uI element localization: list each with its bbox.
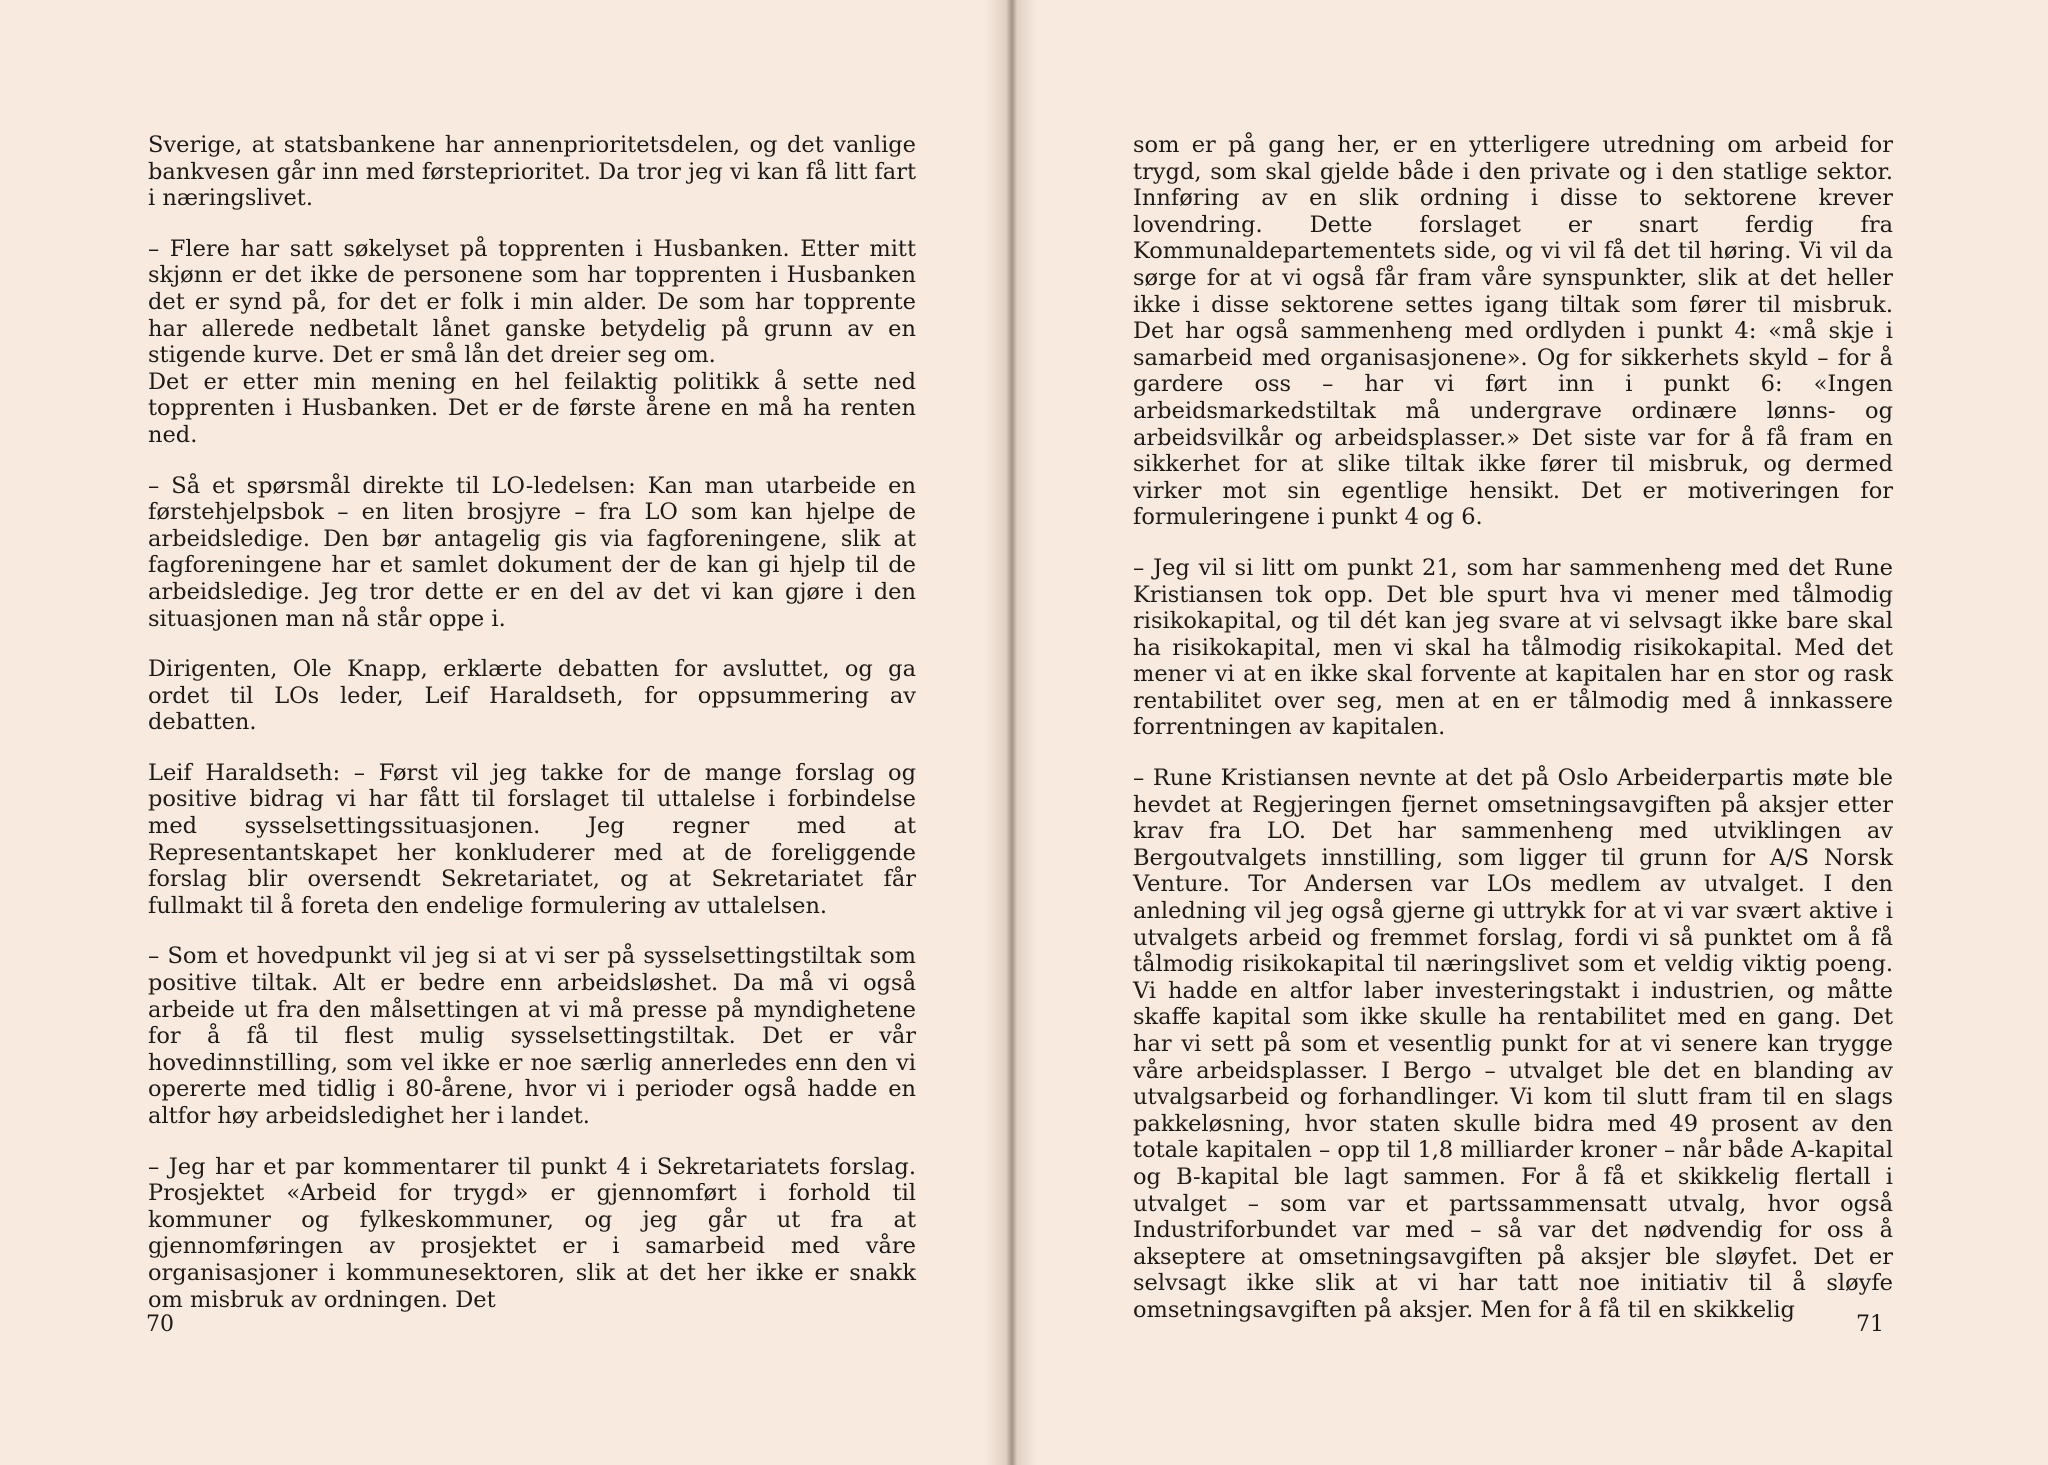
paragraph: – Jeg vil si litt om punkt 21, som har sammenheng med det Rune Kristiansen tok opp. Det ble spurt hva vi mener med tålmodig risikokapital, og til dét kan jeg svare at vi selvsagt ikke bare skal ha risikokapital, men vi skal ha tålmodig risikokapital. Med det mener vi at en ikke skal forvente at kapitalen har en stor og rask rentabilitet over seg, men at en er tålmodig med å innkassere forrentningen av kapitalen. bbox=[1133, 554, 1893, 741]
book-gutter bbox=[985, 0, 1037, 1465]
paragraph: – Så et spørsmål direkte til LO-ledelsen: Kan man utarbeide en førstehjelpsbok – en liten brosjyre – fra LO som kan hjelpe de arbeidsledige. Den bør antagelig gis via fagforeningene, slik at fagforeningene har et samlet dokument der de kan gi hjelp til de arbeidsledige. Jeg tror dette er en del av det vi kan gjøre i den situasjonen man nå står oppe i. bbox=[148, 472, 916, 632]
left-page-text bbox=[148, 132, 916, 1313]
paragraph: – Rune Kristiansen nevnte at det på Oslo Arbeiderpartis møte ble hevdet at Regjeringen fjernet omsetningsavgiften på aksjer etter krav fra LO. Det har sammenheng med utviklingen av Bergoutvalgets innstilling, som ligger til grunn for A/S Norsk Venture. Tor Andersen var LOs medlem av utvalget. I den anledning vil jeg også gjerne gi uttrykk for at vi var svært aktive i utvalgets arbeid og fremmet forslag, fordi vi så punktet om å få tålmodig risikokapital til næringslivet som et veldig viktig poeng. Vi hadde en altfor laber investeringstakt i industrien, og måtte skaffe kapital som ikke skulle ha rentabilitet med en gang. Det har vi sett på som et vesentlig punkt for at vi senere kan trygge våre arbeidsplasser. I Bergo – utvalget ble det en blanding av utvalgsarbeid og forhandlinger. Vi kom til slutt fram til en slags pakkeløsning, hvor staten skulle bidra med 49 prosent av den totale kapitalen – opp til 1,8 milliarder kroner – når både A-kapital og B-kapital ble lagt sammen. For å få et skikkelig flertall i utvalget – som var et partssammensatt utvalg, hvor også Industriforbundet var med – så var det nødvendig for oss å akseptere at omsetningsavgiften på aksjer ble sløyfet. Det er selvsagt ikke slik at vi har tatt noe initiativ til å sløyfe omsetningsavgiften på aksjer. Men for å få til en skikkelig bbox=[1133, 765, 1894, 1323]
right-page bbox=[1010, 0, 2048, 1465]
paragraph: Det er etter min mening en hel feilaktig politikk å sette ned topprenten i Husbanken. Det er de første årene en må ha renten ned. bbox=[148, 368, 916, 448]
page-number: 70 bbox=[146, 1312, 174, 1337]
paragraph: – Jeg har et par kommentarer til punkt 4 i Sekretariatets forslag. Prosjektet «Arbeid for trygd» er gjennomført i forhold til kommuner og fylkeskommuner, og jeg går ut fra at gjennomføringen av prosjektet er i samarbeid med våre organisasjoner i kommunesektoren, slik at det her ikke er snakk om misbruk av ordningen. Det bbox=[148, 1153, 916, 1313]
paragraph: – Som et hovedpunkt vil jeg si at vi ser på sysselsettingstiltak som positive tiltak. Alt er bedre enn arbeidsløshet. Da må vi også arbeide ut fra den målsettingen at vi må presse på myndighetene for å få til flest mulig sysselsettingstiltak. Det er vår hovedinnstilling, som vel ikke er noe særlig annerledes enn den vi opererte med tidlig i 80-årene, hvor vi i perioder også hadde en altfor høy arbeidsledighet her i landet. bbox=[148, 943, 916, 1129]
paragraph: som er på gang her, er en ytterligere utredning om arbeid for trygd, som skal gjelde både i den private og i den statlige sektor. Innføring av en slik ordning i disse to sektorene krever lovendring. Dette forslaget er snart ferdig fra Kommunaldepartementets side, og vi vil få det til høring. Vi vil da sørge for at vi også får fram våre synspunkter, slik at det heller ikke i disse sektorene settes igang tiltak som fører til misbruk. Det har også sammenheng med ordlyden i punkt 4: «må skje i samarbeid med organisasjonene». Og for sikkerhets skyld – for å gardere oss – har vi ført inn i punkt 6: «Ingen arbeidsmarkedstiltak må undergrave ordinære lønns- og arbeidsvilkår og arbeidsplasser.» Det siste var for å få fram en sikkerhet for at slike tiltak ikke fører til misbruk, og dermed virker mot sin egentlige hensikt. Det er motiveringen for formuleringene i punkt 4 og 6. bbox=[1133, 132, 1893, 531]
page-number: 71 bbox=[1856, 1312, 1884, 1337]
paragraph: Sverige, at statsbankene har annenprioritetsdelen, og det vanlige bankvesen går inn med førsteprioritet. Da tror jeg vi kan få litt fart i næringslivet. bbox=[148, 132, 916, 212]
paragraph: Leif Haraldseth: – Først vil jeg takke for de mange forslag og positive bidrag vi har fått til forslaget til uttalelse i forbindelse med sysselsettingssituasjonen. Jeg regner med at Representantskapet her konkluderer med at de foreliggende forslag blir oversendt Sekretariatet, og at Sekretariatet får fullmakt til å foreta den endelige formulering av uttalelsen. bbox=[148, 759, 916, 919]
right-page-text bbox=[1133, 132, 1893, 1324]
paragraph: Dirigenten, Ole Knapp, erklærte debatten for avsluttet, og ga ordet til LOs leder, Leif Haraldseth, for oppsummering av debatten. bbox=[148, 656, 916, 736]
left-page bbox=[0, 0, 1010, 1465]
paragraph: – Flere har satt søkelyset på topprenten i Husbanken. Etter mitt skjønn er det ikke de personene som har topprenten i Husbanken det er synd på, for det er folk i min alder. De som har topprente har allerede nedbetalt lånet ganske betydelig på grunn av en stigende kurve. Det er små lån det dreier seg om. bbox=[148, 235, 916, 369]
